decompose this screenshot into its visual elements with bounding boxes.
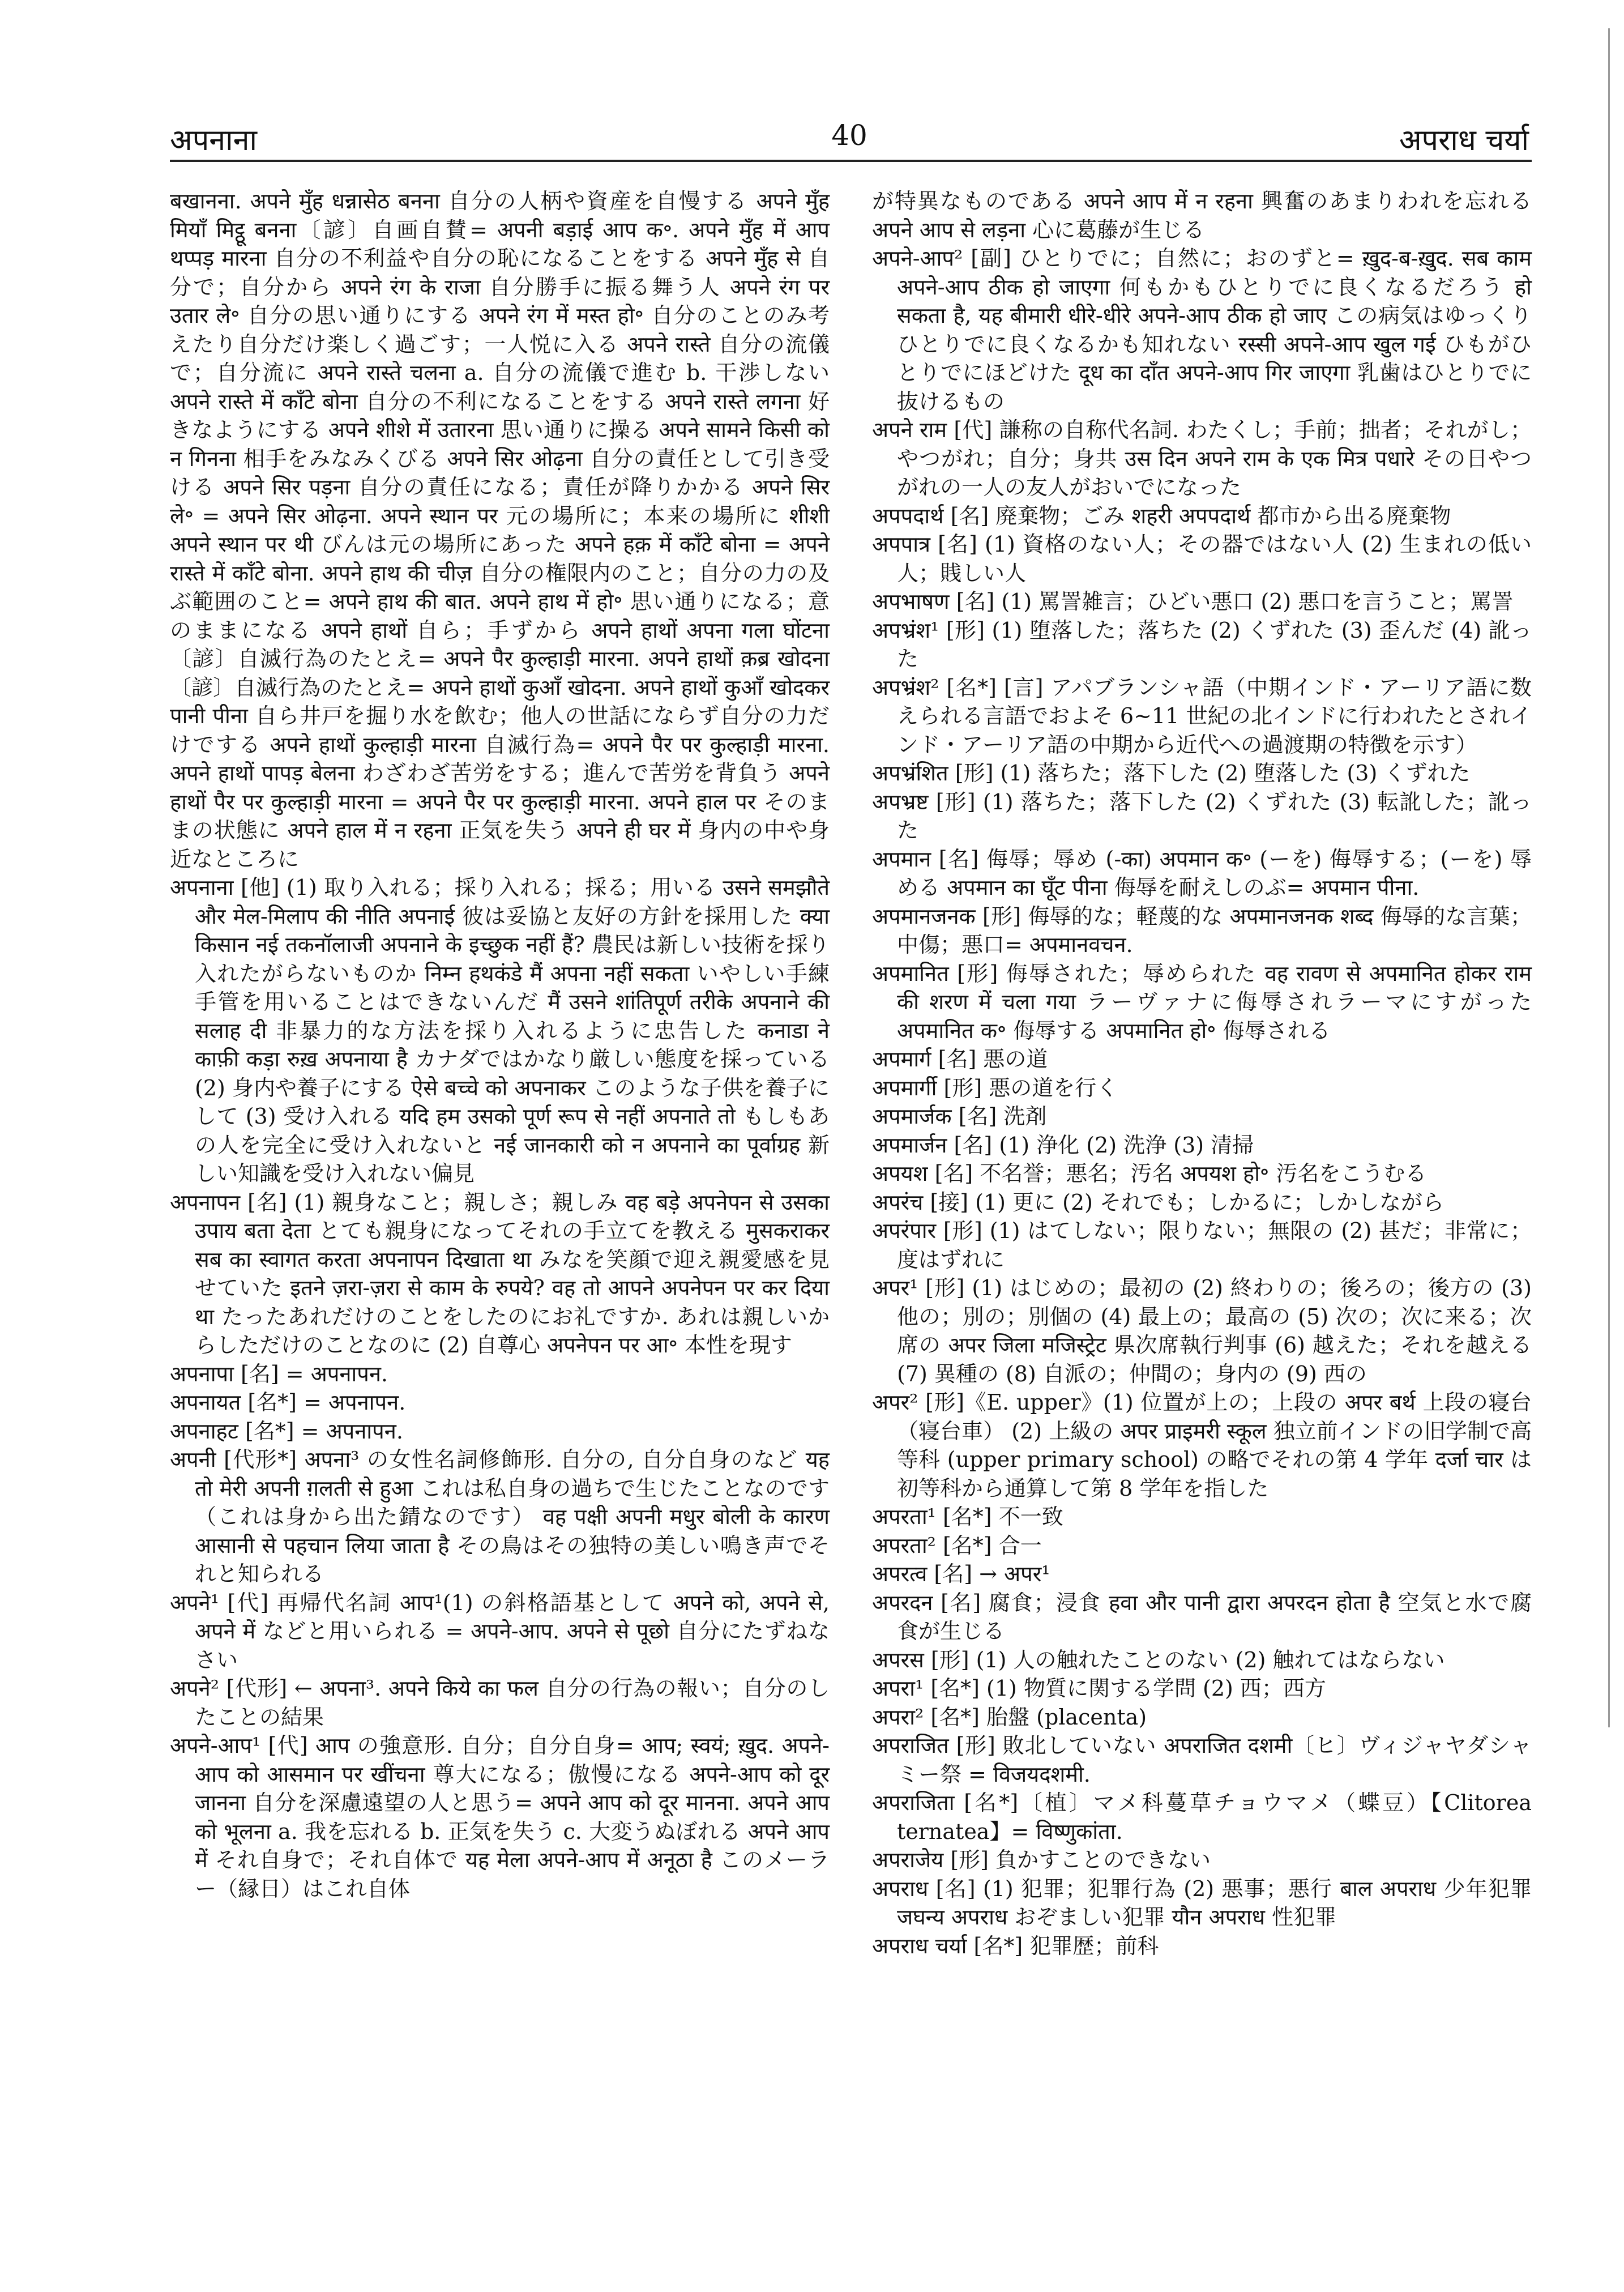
dictionary-entry: अपरंच [接] (1) 更に (2) それでも；しかるに；しかしながら <box>872 1189 1444 1215</box>
dictionary-entry: अपरा¹ [名*] (1) 物質に関する学問 (2) 西；西方 <box>872 1676 1326 1701</box>
running-header <box>170 113 1529 159</box>
dictionary-entry: अपने¹ [代] 再帰代名詞 आप¹(1) の斜格語基として अपने को, अपने से, अपने में などと用いられる = अपने-आप. अपने से पूछो 自分にたずねなさい <box>170 1590 830 1672</box>
dictionary-entry: अपर² [形]《E. upper》(1) 位置が上の；上段の अपर बर्थ 上段の寝台（寝台車） (2) 上級の अपर प्राइमरी स्कूल 独立前インドの旧学制で高等科 (upper primary school) の略でそれの第 4 学年 दर्जा चार は初等科から通算して第 8 学年を指した <box>872 1390 1532 1501</box>
dictionary-entry: अपमार्जन [名] (1) 浄化 (2) 洗浄 (3) 清掃 <box>872 1132 1254 1158</box>
dictionary-entry: अपभाषण [名] (1) 罵詈雑言；ひどい悪口 (2) 悪口を言うこと；罵詈 <box>872 589 1514 614</box>
dictionary-entry: अपनापा [名] = अपनापन. <box>170 1361 388 1386</box>
dictionary-entry: अपमार्जक [名] 洗剤 <box>872 1104 1047 1129</box>
dictionary-entry: अपरता¹ [名*] 不一致 <box>872 1504 1063 1529</box>
dictionary-entry: अपनापन [名] (1) 親身なこと；親しさ；親しみ वह बड़े अपनेपन से उसका उपाय बता देता とても親身になってそれの手立てを教える मुसकराकर सब का स्वागत करता अपनापन दिखाता था みなを笑顔で迎え親愛感を見せていた इतने ज़रा-ज़रा से काम के रुपये? वह तो आपने अपनेपन पर कर दिया था たったあれだけのことをしたのにお礼ですか. あれは親しいからしただけのことなのに (2) 自尊心 अपनेपन पर आ॰ 本性を現す <box>170 1189 830 1358</box>
dictionary-entry: अपने-आप¹ [代] आप の強意形. 自分；自分自身= आप; स्वयं; ख़ुद. अपने-आप को आसमान पर खींचना 尊大になる；傲慢になる अपने-आप को दूर जानना 自分を深慮遠望の人と思う= अपने आप को दूर मानना. अपने आप को भूलना a. 我を忘れる b. 正気を失う c. 大変うぬぼれる अपने आप में それ自身で；それ自体で यह मेला अपने-आप में अनूठा है このメーラー（縁日）はこれ自体 <box>170 1733 830 1901</box>
dictionary-entry: अपभ्रंश¹ [形] (1) 堕落した；落ちた (2) くずれた (3) 歪んだ (4) 訛った <box>872 617 1532 671</box>
scan-edge-line <box>1608 28 1613 1727</box>
dictionary-entry: अपने² [代形] ← अपना³. अपने किये का फल 自分の行為の報い；自分のしたことの結果 <box>170 1676 830 1730</box>
dictionary-entry: अपराजित [形] 敗北していない अपराजित दशमी〔ヒ〕ヴィジャヤダシャミー祭 = विजयदशमी. <box>872 1733 1532 1787</box>
right-guide-word: अपराध चर्या <box>1399 123 1529 157</box>
dictionary-entry: अपमानजनक [形] 侮辱的な；軽蔑的な अपमानजनक शब्द 侮辱的な言葉；中傷；悪口= अपमानवचन. <box>872 903 1532 957</box>
dictionary-entry: अपराध चर्या [名*] 犯罪歴；前科 <box>872 1933 1159 1958</box>
dictionary-entry: अपभ्रंशित [形] (1) 落ちた；落下した (2) 堕落した (3) くずれた <box>872 761 1471 786</box>
dictionary-entry: अपरदन [名] 腐食；浸食 हवा और पानी द्वारा अपरदन होता है 空気と水で腐食が生じる <box>872 1590 1532 1644</box>
dictionary-entry: अपराध [名] (1) 犯罪；犯罪行為 (2) 悪事；悪行 बाल अपराध 少年犯罪 जघन्य अपराध おぞましい犯罪 यौन अपराध 性犯罪 <box>872 1876 1532 1930</box>
dictionary-entry: अपराजिता [名*]〔植〕マメ科蔓草チョウマメ（蝶豆）【Clitorea ternatea】= विष्णुकांता. <box>872 1790 1532 1844</box>
dictionary-entry: अपपदार्थ [名] 廃棄物；ごみ शहरी अपपदार्थ 都市から出る廃棄物 <box>872 503 1451 528</box>
header-rule <box>170 160 1532 162</box>
dictionary-entry: अपने-आप² [副] ひとりでに；自然に；おのずと= ख़ुद-ब-ख़ुद. सब काम अपने-आप ठीक हो जाएगा 何もかもひとりでに良くなるだろう हो सकता है, यह बीमारी धीरे-धीरे अपने-आप ठीक हो जाए この病気はゆっくりひとりでに良くなるかも知れない रस्सी अपने-आप खुल गई ひもがひとりでにほどけた दूध का दाँत अपने-आप गिर जाएगा 乳歯はひとりでに抜けるもの <box>872 246 1532 414</box>
left-guide-word: अपनाना <box>170 123 257 157</box>
dictionary-entry: अपनायत [名*] = अपनापन. <box>170 1390 406 1415</box>
dictionary-entry: अपरता² [名*] 合一 <box>872 1533 1042 1558</box>
page-number: 40 <box>831 119 867 152</box>
left-column <box>170 187 830 1903</box>
dictionary-entry: अपमार्ग [名] 悪の道 <box>872 1047 1048 1072</box>
dictionary-entry: अपरस [形] (1) 人の触れたことのない (2) 触れてはならない <box>872 1647 1445 1672</box>
dictionary-entry: अपनाहट [名*] = अपनापन. <box>170 1418 403 1444</box>
dictionary-entry: अपमार्गी [形] 悪の道を行く <box>872 1075 1118 1100</box>
dictionary-entry: अपरंपार [形] (1) はてしない；限りない；無限の (2) 甚だ；非常に；度はずれに <box>872 1218 1532 1272</box>
dictionary-entry: अपनाना [他] (1) 取り入れる；採り入れる；採る；用いる उसने समझौते और मेल-मिलाप की नीति अपनाई 彼は妥協と友好の方針を採用した क्या किसान नई तकनॉलाजी अपनाने के इच्छुक नहीं हैं? 農民は新しい技術を採り入れたがらないものか निम्न हथकंडे मैं अपना नहीं सकता いやしい手練手管を用いることはできないんだ मैं उसने शांतिपूर्ण तरीके अपनाने की सलाह दी 非暴力的な方法を採り入れるように忠告した कनाडा ने काफ़ी कड़ा रुख़ अपनाया है カナダではかなり厳しい態度を採っている (2) 身内や養子にする ऐसे बच्चे को अपनाकर このような子供を養子にして (3) 受け入れる यदि हम उसको पूर्ण रूप से नहीं अपनाते तो もしもあの人を完全に受け入れないと नई जानकारी को न अपनाने का पूर्वाग्रह 新しい知識を受け入れない偏見 <box>170 875 830 1186</box>
dictionary-entry: अपने राम [代] 謙称の自称代名詞. わたくし；手前；拙者；それがし；やつがれ；自分；身共 उस दिन अपने राम के एक मित्र पधारे その日やつがれの一人の友人がおいでになった <box>872 417 1532 500</box>
right-column <box>872 187 1532 1960</box>
dictionary-entry: अपपात्र [名] (1) 資格のない人；その器ではない人 (2) 生まれの低い人；賎しい人 <box>872 532 1532 586</box>
dictionary-entry: अपरत्व [名] → अपर¹ <box>872 1561 1050 1586</box>
dictionary-entry: अपर¹ [形] (1) はじめの；最初の (2) 終わりの；後ろの；後方の (3) 他の；別の；別個の (4) 最上の；最高の (5) 次の；次に来る；次席の अपर जिला मजिस्ट्रेट 県次席執行判事 (6) 越えた；それを越える (7) 異種の (8) 自派の；仲間の；身内の (9) 西の <box>872 1275 1532 1386</box>
dictionary-entry: बखानना. अपने मुँह धन्नासेठ बनना 自分の人柄や資産を自慢する अपने मुँह मियाँ मिट्ठू बनना〔諺〕自画自賛= अपनी बड़ाई आप क॰. अपने मुँह में आप थप्पड़ मारना 自分の不利益や自分の恥になることをする अपने मुँह से 自分で；自分から अपने रंग के राजा 自分勝手に振る舞う人 अपने रंग पर उतार ले॰ 自分の思い通りにする अपने रंग में मस्त हो॰ 自分のことのみ考えたり自分だけ楽しく過ごす；一人悦に入る अपने रास्ते 自分の流儀で；自分流に अपने रास्ते चलना a. 自分の流儀で進む b. 干渉しない अपने रास्ते में काँटे बोना 自分の不利になることをする अपने रास्ते लगना 好きなようにする अपने शीशे में उतारना 思い通りに操る अपने सामने किसी को न गिनना 相手をみなみくびる अपने सिर ओढ़ना 自分の責任として引き受ける अपने सिर पड़ना 自分の責任になる；責任が降りかかる अपने सिर ले॰ = अपने सिर ओढ़ना. अपने स्थान पर 元の場所に；本来の場所に शीशी अपने स्थान पर थी びんは元の場所にあった अपने हक़ में काँटे बोना = अपने रास्ते में काँटे बोना. अपने हाथ की चीज़ 自分の権限内のこと；自分の力の及ぶ範囲のこと= अपने हाथ की बात. अपने हाथ में हो॰ 思い通りになる；意のままになる अपने हाथों 自ら；手ずから अपने हाथों अपना गला घोंटना〔諺〕自滅行為のたとえ= अपने पैर कुल्हाड़ी मारना. अपने हाथों क़ब्र खोदना〔諺〕自滅行為のたとえ= अपने हाथों कुआँ खोदना. अपने हाथों कुआँ खोदकर पानी पीना 自ら井戸を掘り水を飲む；他人の世話にならず自分の力だけでする अपने हाथों कुल्हाड़ी मारना 自滅行為= अपने पैर पर कुल्हाड़ी मारना. अपने हाथों पापड़ बेलना わざわざ苦労をする；進んで苦労を背負う अपने हाथों पैर पर कुल्हाड़ी मारना = अपने पैर पर कुल्हाड़ी मारना. अपने हाल पर そのままの状態に अपने हाल में न रहना 正気を失う अपने ही घर में 身内の中や身近なところに <box>170 189 830 872</box>
dictionary-entry: अपराजेय [形] 負かすことのできない <box>872 1847 1211 1872</box>
dictionary-entry: अपनी [代形*] अपना³ の女性名詞修飾形. 自分の, 自分自身のなど यह तो मेरी अपनी ग़लती से हुआ これは私自身の過ちで生じたことなのです（これは身から出た錆なのです） वह पक्षी अपनी मधुर बोली के कारण आसानी से पहचान लिया जाता है その鳥はその独特の美しい鳴き声でそれと知られる <box>170 1447 830 1586</box>
dictionary-entry: अपमान [名] 侮辱；辱め (-का) अपमान क॰ (ーを) 侮辱する；(ーを) 辱める अपमान का घूँट पीना 侮辱を耐えしのぶ= अपमान पीना. <box>872 846 1532 900</box>
dictionary-entry: अपभ्रंश² [名*] [言] アパブランシャ語（中期インド・アーリア語に数えられる言語でおよそ 6~11 世紀の北インドに行われたとされインド・アーリア語の中期から近代への過渡期の特徴を示す） <box>872 675 1532 757</box>
dictionary-entry: अपरा² [名*] 胎盤 (placenta) <box>872 1704 1147 1730</box>
dictionary-entry: अपयश [名] 不名誉；悪名；汚名 अपयश हो॰ 汚名をこうむる <box>872 1161 1427 1186</box>
dictionary-entry: अपमानित [形] 侮辱された；辱められた वह रावण से अपमानित होकर राम की शरण में चला गया ラーヴァナに侮辱されラーマにすがった अपमानित क॰ 侮辱する अपमानित हो॰ 侮辱される <box>872 961 1532 1043</box>
dictionary-entry: अपभ्रष्ट [形] (1) 落ちた；落下した (2) くずれた (3) 転訛した；訛った <box>872 789 1532 843</box>
dictionary-entry: が特異なものである अपने आप में न रहना 興奮のあまりわれを忘れる अपने आप से लड़ना 心に葛藤が生じる <box>872 189 1532 242</box>
